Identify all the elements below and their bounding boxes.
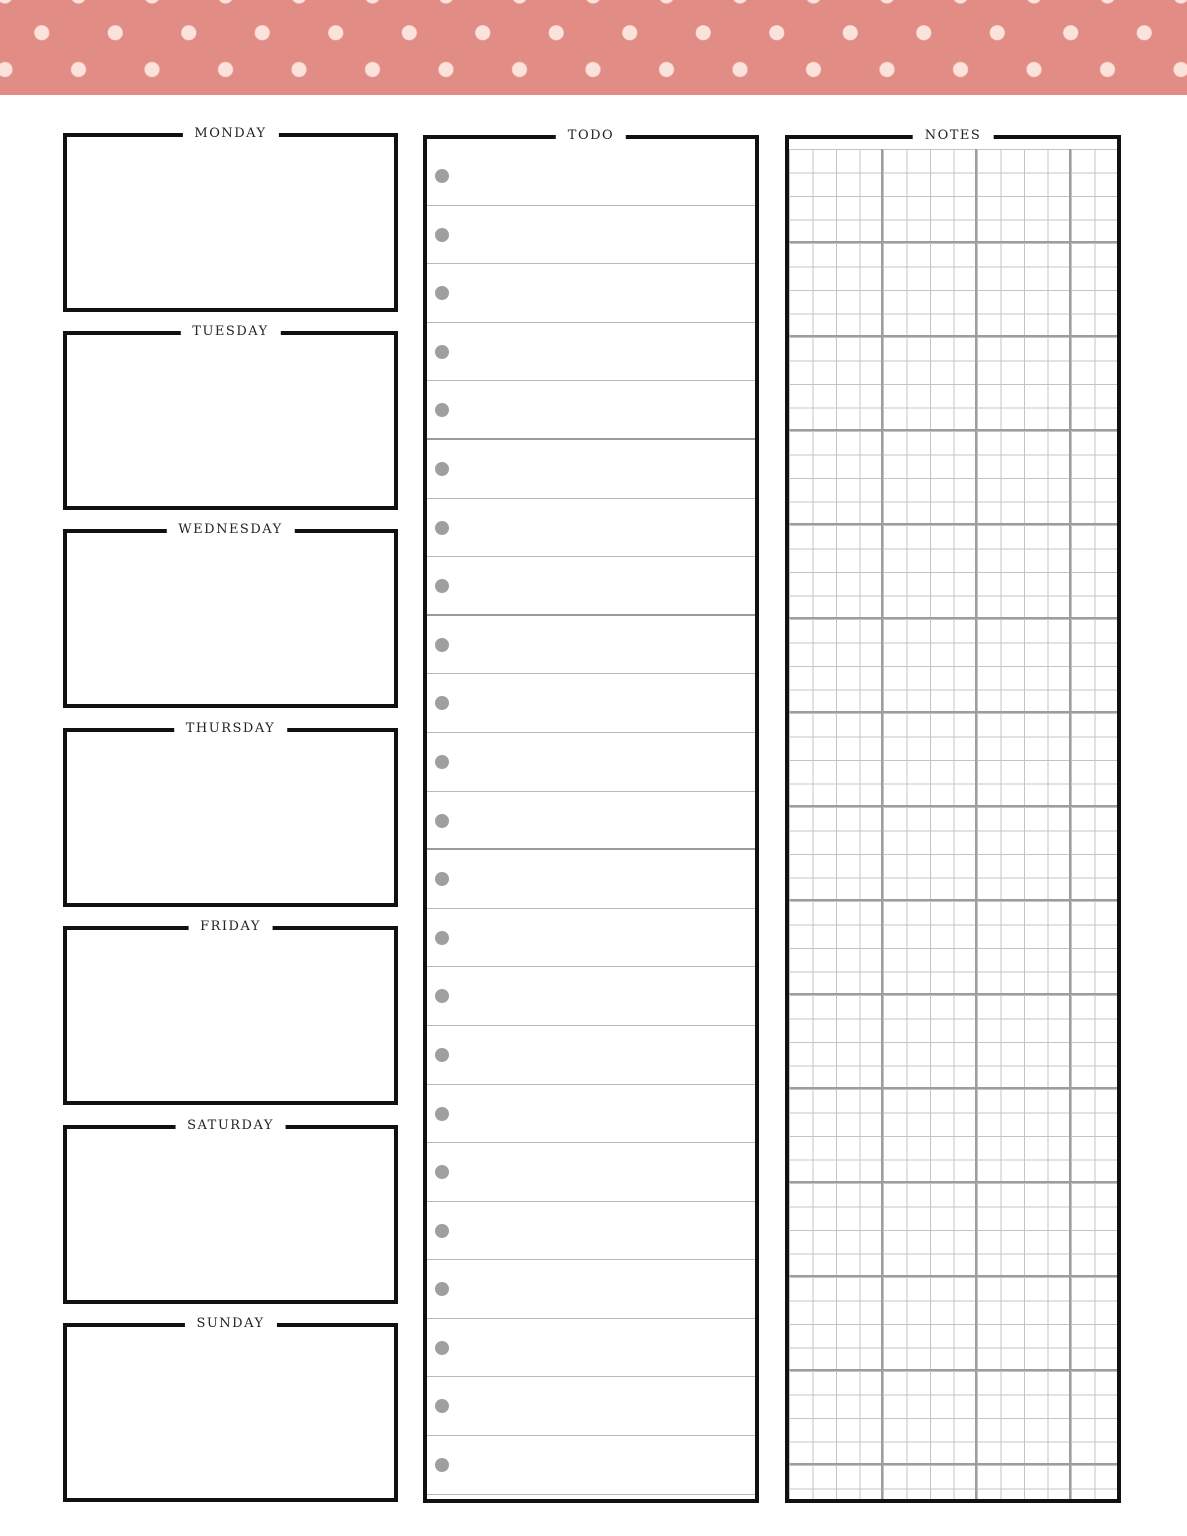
day-label-thursday: THURSDAY bbox=[174, 720, 288, 738]
day-label-wednesday: WEDNESDAY bbox=[166, 521, 294, 539]
bullet-icon bbox=[435, 1165, 449, 1179]
todo-item[interactable] bbox=[427, 264, 755, 323]
bullet-icon bbox=[435, 814, 449, 828]
todo-item[interactable] bbox=[427, 792, 755, 851]
todo-item[interactable] bbox=[427, 499, 755, 558]
todo-item[interactable] bbox=[427, 967, 755, 1026]
bullet-icon bbox=[435, 1458, 449, 1472]
todo-item[interactable] bbox=[427, 557, 755, 616]
bullet-icon bbox=[435, 1048, 449, 1062]
day-box-wednesday[interactable] bbox=[63, 522, 398, 708]
todo-item[interactable] bbox=[427, 1085, 755, 1144]
bullet-icon bbox=[435, 755, 449, 769]
bullet-icon bbox=[435, 228, 449, 242]
day-label-sunday: SUNDAY bbox=[184, 1315, 276, 1333]
todo-item[interactable] bbox=[427, 1202, 755, 1261]
bullet-icon bbox=[435, 579, 449, 593]
bullet-icon bbox=[435, 345, 449, 359]
todo-item[interactable] bbox=[427, 147, 755, 206]
todo-item[interactable] bbox=[427, 1260, 755, 1319]
day-label-friday: FRIDAY bbox=[188, 918, 273, 936]
bullet-icon bbox=[435, 989, 449, 1003]
bullet-icon bbox=[435, 1399, 449, 1413]
day-label-saturday: SATURDAY bbox=[175, 1117, 286, 1135]
notes-grid[interactable] bbox=[789, 149, 1117, 1499]
bullet-icon bbox=[435, 169, 449, 183]
day-box-thursday[interactable] bbox=[63, 721, 398, 907]
polka-dot-header-band bbox=[0, 0, 1187, 95]
todo-item[interactable] bbox=[427, 323, 755, 382]
todo-item[interactable] bbox=[427, 1436, 755, 1495]
todo-item[interactable] bbox=[427, 1026, 755, 1085]
day-box-friday[interactable] bbox=[63, 919, 398, 1105]
todo-item[interactable] bbox=[427, 206, 755, 265]
bullet-icon bbox=[435, 462, 449, 476]
todo-panel bbox=[423, 128, 759, 1503]
todo-item[interactable] bbox=[427, 616, 755, 675]
bullet-icon bbox=[435, 403, 449, 417]
todo-item[interactable] bbox=[427, 674, 755, 733]
bullet-icon bbox=[435, 521, 449, 535]
day-label-monday: MONDAY bbox=[182, 125, 278, 143]
bullet-icon bbox=[435, 872, 449, 886]
bullet-icon bbox=[435, 1282, 449, 1296]
todo-item[interactable] bbox=[427, 733, 755, 792]
todo-title: TODO bbox=[556, 127, 626, 145]
bullet-icon bbox=[435, 638, 449, 652]
day-label-tuesday: TUESDAY bbox=[180, 323, 280, 341]
todo-item[interactable] bbox=[427, 909, 755, 968]
todo-item[interactable] bbox=[427, 1319, 755, 1378]
notes-panel bbox=[785, 128, 1121, 1503]
bullet-icon bbox=[435, 1224, 449, 1238]
todo-item[interactable] bbox=[427, 440, 755, 499]
todo-item[interactable] bbox=[427, 1377, 755, 1436]
day-box-sunday[interactable] bbox=[63, 1316, 398, 1502]
bullet-icon bbox=[435, 1341, 449, 1355]
todo-list bbox=[427, 147, 755, 1499]
day-box-saturday[interactable] bbox=[63, 1118, 398, 1304]
notes-title: NOTES bbox=[913, 127, 994, 145]
bullet-icon bbox=[435, 286, 449, 300]
todo-item[interactable] bbox=[427, 850, 755, 909]
bullet-icon bbox=[435, 1107, 449, 1121]
bullet-icon bbox=[435, 696, 449, 710]
todo-item[interactable] bbox=[427, 381, 755, 440]
todo-item[interactable] bbox=[427, 1143, 755, 1202]
day-box-tuesday[interactable] bbox=[63, 324, 398, 510]
bullet-icon bbox=[435, 931, 449, 945]
day-box-monday[interactable] bbox=[63, 126, 398, 312]
